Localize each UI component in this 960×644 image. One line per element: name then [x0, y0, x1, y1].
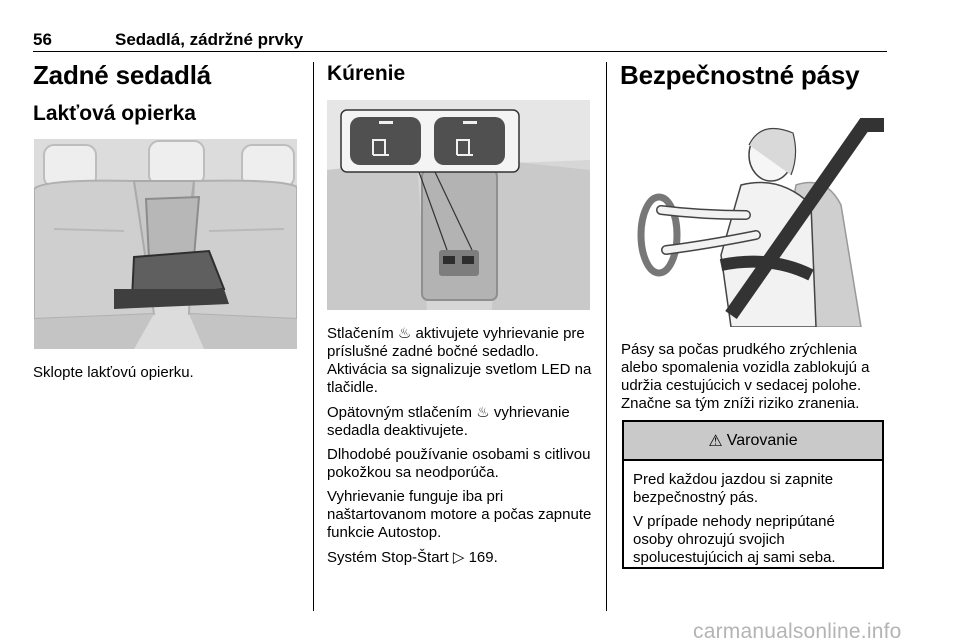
seat-heating-illustration: [327, 100, 590, 310]
armrest-heading: Lakťová opierka: [33, 102, 196, 125]
seatbelts-heading: Bezpečnostné pásy: [620, 60, 860, 90]
warning-box: [622, 420, 884, 569]
seat-heating-icon: ♨: [476, 403, 490, 421]
warning-header: [624, 422, 882, 461]
column-divider-2: [606, 62, 607, 611]
warning-title: Varovanie: [726, 431, 798, 449]
heating-paragraph-3: Dlhodobé používanie osobami s citlivou pokožkou sa neodporúča.: [327, 446, 591, 481]
heating-text: [327, 324, 597, 567]
heating-heading: Kúrenie: [327, 62, 406, 85]
watermark: carmanualsonline.info: [693, 620, 902, 643]
header-rule: [33, 51, 887, 52]
rear-seats-heading: Zadné sedadlá: [33, 60, 212, 90]
warning-text-2: V prípade nehody nepripútané osoby ohrozujú svojich spolucestujúcich aj sami seba.: [633, 513, 836, 566]
heating-paragraph-4: Vyhrievanie funguje iba pri naštartovanom motore a počas zapnute funkcie Autostop.: [327, 488, 592, 541]
heating-paragraph-2: Opätovným stlačením ♨ vyhrievanie sedadla deaktivujete.: [327, 403, 570, 439]
armrest-illustration: [34, 139, 297, 349]
section-title: Sedadlá, zádržné prvky: [115, 30, 304, 49]
heating-paragraph-5: Systém Stop-Štart ▷ 169.: [327, 548, 498, 566]
seatbelt-illustration: [621, 115, 884, 327]
page-reference-arrow-icon[interactable]: ▷: [452, 548, 465, 566]
page-number: 56: [33, 30, 52, 49]
warning-triangle-icon: ⚠: [708, 431, 723, 450]
armrest-caption: Sklopte lakťovú opierku.: [33, 364, 194, 381]
seatbelts-paragraph: Pásy sa počas prudkého zrýchlenia alebo spomalenia vozidla zablokujú a udržia cestujúcich v sedacej polohe. Značne sa tým zníži riziko zranenia.: [621, 341, 870, 412]
warning-text-1: Pred každou jazdou si zapnite bezpečnostný pás.: [633, 471, 834, 506]
seat-heating-icon: ♨: [397, 324, 412, 342]
heating-paragraph-1: Stlačením ♨ aktivujete vyhrievanie pre príslušné zadné bočné sedadlo. Aktivácia sa signalizuje svetlom LED na tlačidle.: [327, 324, 592, 396]
warning-body: [624, 461, 882, 567]
column-divider-1: [313, 62, 314, 611]
